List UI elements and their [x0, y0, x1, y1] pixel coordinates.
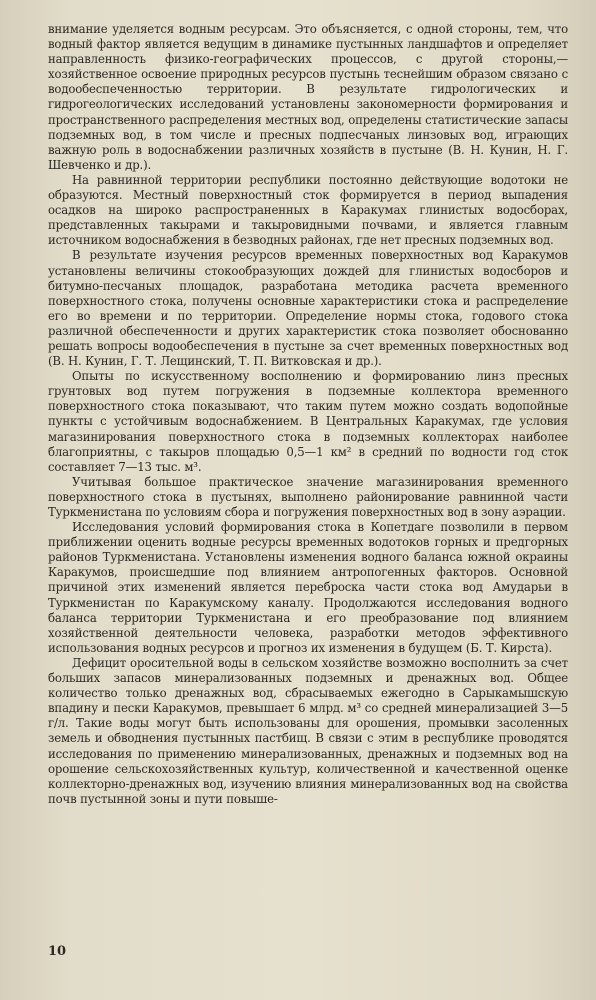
paragraph: Опыты по искусственному восполнению и формированию линз пресных грунтовых вод путем погружения в подземные коллектора временного поверхностного стока показывают, что таким путем можно создать водопойные пункты с устойчивым водоснабжением. В Центральных Каракумах, где условия магазинирования поверхностного стока в подземных коллекторах наиболее благоприятны, с такыров площадью 0,5—1 км² в средний по водности год сток составляет 7—13 тыс. м³. — [48, 369, 568, 474]
paragraph: Учитывая большое практическое значение магазинирования временного поверхностного стока в пустынях, выполнено районирование равнинной части Туркменистана по условиям сбора и погружения поверхностных вод в зону аэрации. — [48, 474, 568, 519]
paragraph: В результате изучения ресурсов временных поверхностных вод Каракумов установлены величины стокообразующих дождей для глинистых водосборов и битумно-песчаных площадок, разработана методика расчета временного поверхностного стока, получены основные характеристики стока и распределение его во времени и по территории. Определение нормы стока, годового стока различной обеспеченности и других характеристик стока позволяет обоснованно решать вопросы водообеспечения в пустыне за счет временных поверхностных вод (В. Н. Кунин, Г. Т. Лещинский, Т. П. Витковская и др.). — [48, 248, 568, 369]
body-text — [48, 22, 568, 807]
paragraph: На равнинной территории республики постоянно действующие водотоки не образуются. Местный поверхностный сток формируется в период выпадения осадков на широко распространенных в Каракумах глинистых водосборах, представленных такырами и такыровидными почвами, и является главным источником водоснабжения в безводных районах, где нет пресных подземных вод. — [48, 172, 568, 248]
paragraph: внимание уделяется водным ресурсам. Это объясняется, с одной стороны, тем, что водный фактор является ведущим в динамике пустынных ландшафтов и определяет направленность физико-географических процессов, с другой стороны,—хозяйственное освоение природных ресурсов пустынь теснейшим образом связано с водообеспеченностью территории. В результате гидрологических и гидрогеологических исследований установлены закономерности формирования и пространственного распределения местных вод, определены статистические запасы подземных вод, в том числе и пресных подпесчаных линзовых вод, играющих важную роль в водоснабжении различных хозяйств в пустыне (В. Н. Кунин, Н. Г. Шевченко и др.). — [48, 22, 568, 172]
paragraph: Исследования условий формирования стока в Копетдаге позволили в первом приближении оценить водные ресурсы временных водотоков горных и предгорных районов Туркменистана. Установлены изменения водного баланса южной окраины Каракумов, происшедшие под влиянием антропогенных факторов. Основной причиной этих изменений является переброска части стока вод Амударьи в Туркменистан по Каракумскому каналу. Продолжаются исследования водного баланса территории Туркменистана и его преобразование под влиянием хозяйственной деятельности человека, разработки методов эффективного использования водных ресурсов и прогноз их изменения в будущем (Б. Т. Кирста). — [48, 520, 568, 655]
paragraph: Дефицит оросительной воды в сельском хозяйстве возможно восполнить за счет больших запасов минерализованных подземных и дренажных вод. Общее количество только дренажных вод, сбрасываемых ежегодно в Сарыкамышскую впадину и пески Каракумов, превышает 6 млрд. м³ со средней минерализацией 3—5 г/л. Такие воды могут быть использованы для орошения, промывки засоленных земель и обводнения пустынных пастбищ. В связи с этим в республике проводятся исследования по применению минерализованных, дренажных и подземных вод на орошение сельскохозяйственных культур, количественной и качественной оценке коллекторно-дренажных вод, изучению влияния минерализованных вод на свойства почв пустынной зоны и пути повыше- — [48, 655, 568, 806]
page-number: 10 — [48, 944, 67, 959]
